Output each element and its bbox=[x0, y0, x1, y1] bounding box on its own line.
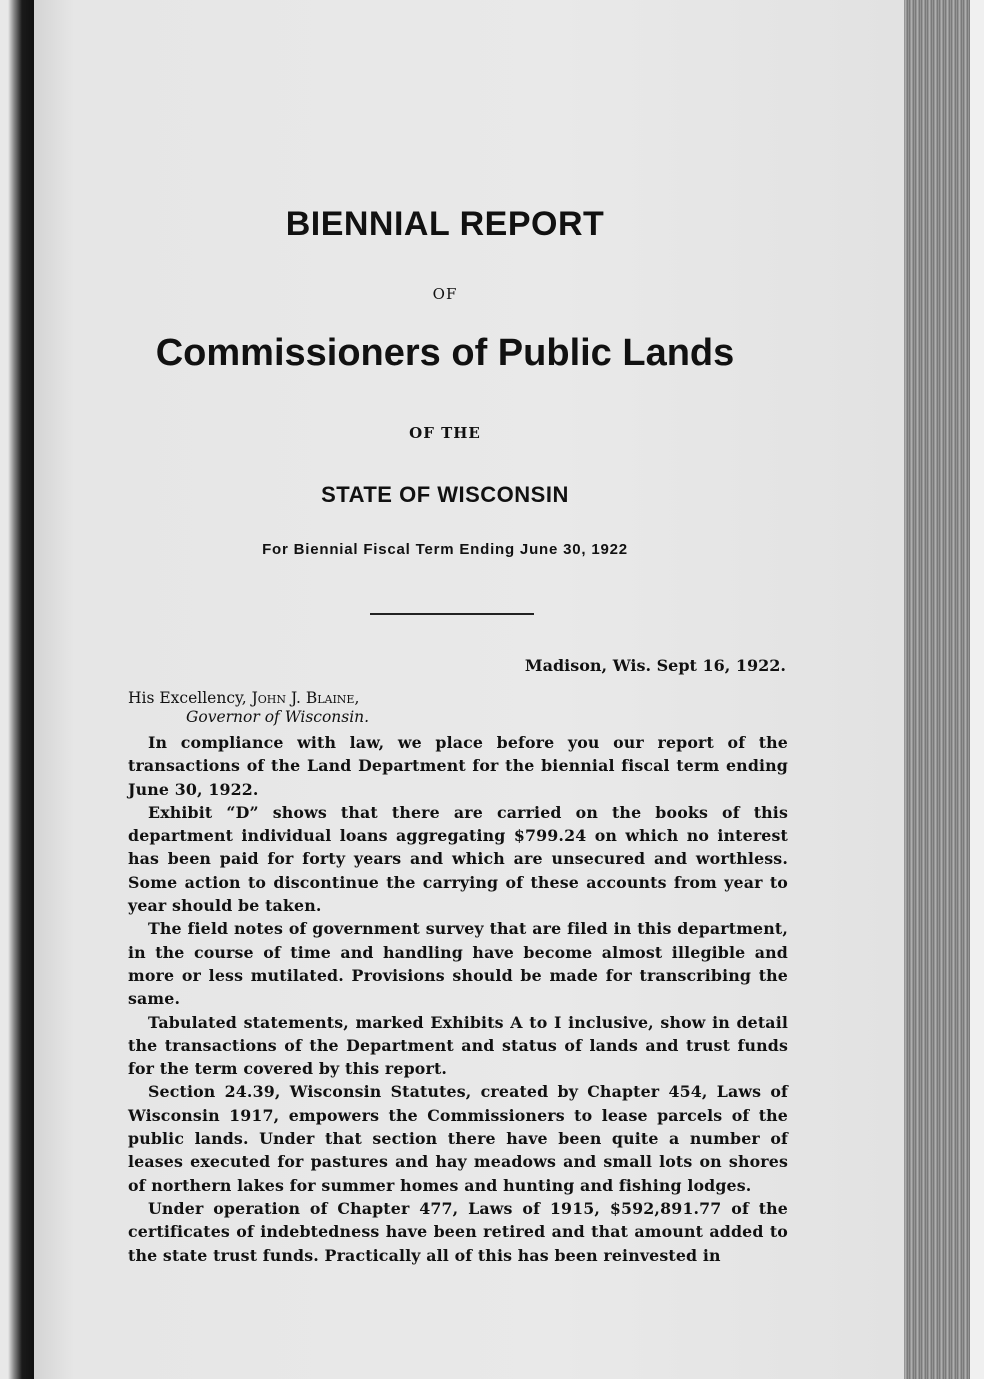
addressee-title: Governor of Wisconsin. bbox=[186, 708, 370, 726]
salutation-prefix: His Excellency, bbox=[128, 689, 252, 707]
report-title: BIENNIAL REPORT bbox=[285, 205, 605, 243]
letter-date: Madison, Wis. Sept 16, 1922. bbox=[524, 656, 786, 675]
addressee-name: John J. Blaine, bbox=[251, 689, 360, 707]
paragraph-compliance: In compliance with law, we place before you our report of the transactions of the Land Department for the biennial fiscal term ending June 30, 1922. bbox=[128, 733, 788, 799]
paragraph-leases: Section 24.39, Wisconsin Statutes, created by Chapter 454, Laws of Wisconsin 1917, empowers the Commissioners to lease parcels of the public lands. Under that section there have been quite a number of leases executed for pastures and hay meadows and small lots on shores of northern lakes for summer homes and hunting and fishing lodges. bbox=[128, 1082, 788, 1195]
title-connector-of: OF bbox=[432, 285, 458, 303]
state-name: STATE OF WISCONSIN bbox=[321, 482, 569, 507]
paragraph-exhibit-d: Exhibit “D” shows that there are carried on the books of this department individual loans aggregating $799.24 on which no interest has been paid for forty years and which are unsecured and worthless. Some action to discontinue the carrying of these accounts from year to year should be taken. bbox=[128, 802, 788, 916]
letter-body bbox=[128, 731, 788, 1267]
agency-name: Commissioners of Public Lands bbox=[155, 332, 735, 374]
addressee-line bbox=[128, 688, 359, 708]
page-stack-edge bbox=[904, 0, 984, 1379]
paragraph-certificates: Under operation of Chapter 477, Laws of 1915, $592,891.77 of the certificates of indebtedness have been retired and that amount added to the state trust funds. Practically all of this has been reinvested in bbox=[128, 1198, 788, 1265]
section-divider bbox=[370, 613, 534, 615]
fiscal-term: For Biennial Fiscal Term Ending June 30, 1922 bbox=[262, 541, 628, 558]
paragraph-exhibits: Tabulated statements, marked Exhibits A to I inclusive, show in detail the transactions of the Department and status of lands and trust funds for the term covered by this report. bbox=[128, 1012, 788, 1079]
paragraph-field-notes: The field notes of government survey that are filed in this department, in the course of time and handling have become almost illegible and more or less mutilated. Provisions should be made for transcribing the same. bbox=[128, 919, 788, 1009]
title-connector-of-the: OF THE bbox=[409, 424, 481, 442]
